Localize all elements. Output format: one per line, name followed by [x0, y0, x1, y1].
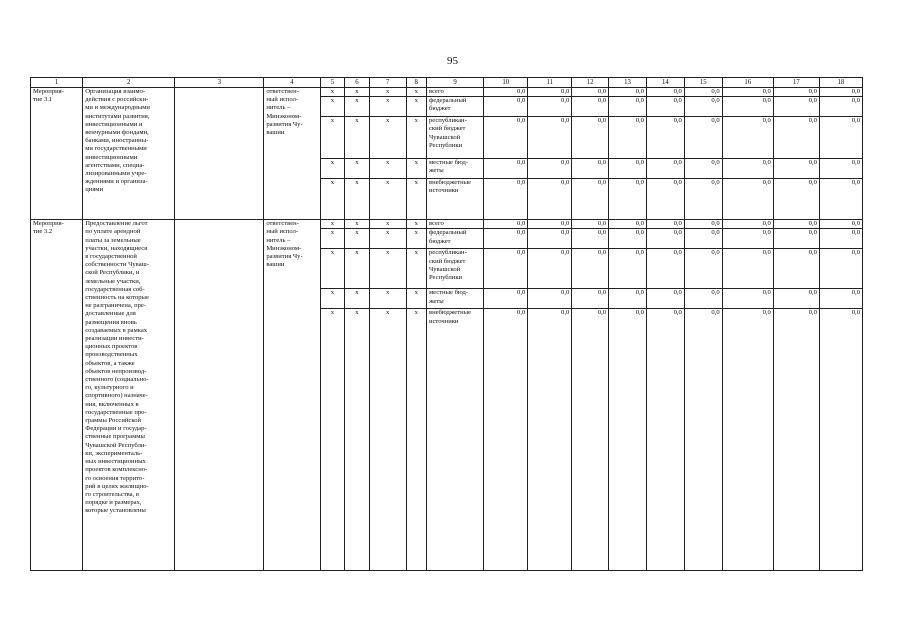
amount-cell: 0,0	[572, 179, 609, 220]
amount-cell: 0,0	[484, 179, 528, 220]
x-mark-cell: x	[345, 229, 370, 249]
x-mark-cell: x	[345, 97, 370, 117]
funding-source-cell: внебюджетные источники	[426, 179, 483, 220]
x-mark-cell: x	[369, 159, 406, 179]
funding-source-cell: местные бюд- жеты	[426, 289, 483, 309]
amount-cell: 0,0	[773, 97, 819, 117]
amount-cell: 0,0	[646, 249, 684, 289]
event-code: Мероприя- тие 3.1	[31, 88, 83, 220]
amount-cell: 0,0	[773, 117, 819, 159]
x-mark-cell: x	[369, 179, 406, 220]
event-description: Организация взаимо- действия с российски- ми и международными институтами развития, инвестиционными и венчурными фондами, банками, иностранны- ми государственными инвестиционными агентствами, специа- лизированными учре- ждениями и организа- циями	[83, 88, 175, 220]
header-cell-16: 16	[722, 78, 773, 88]
funding-source-cell: республикан- ский бюджет Чувашской Республики	[426, 117, 483, 159]
funding-source-cell: республикан- ский бюджет Чувашской Республики	[426, 249, 483, 289]
x-mark-cell: x	[406, 220, 426, 229]
x-mark-cell: x	[345, 117, 370, 159]
funding-source-cell: внебюджетные источники	[426, 309, 483, 571]
amount-cell: 0,0	[773, 229, 819, 249]
event-col-3	[175, 220, 264, 571]
header-cell-9: 9	[426, 78, 483, 88]
amount-cell: 0,0	[722, 88, 773, 97]
table-row	[31, 220, 863, 229]
amount-cell: 0,0	[609, 179, 647, 220]
amount-cell: 0,0	[773, 88, 819, 97]
amount-cell: 0,0	[572, 97, 609, 117]
amount-cell: 0,0	[646, 117, 684, 159]
header-cell-1: 1	[31, 78, 83, 88]
header-cell-2: 2	[83, 78, 175, 88]
amount-cell: 0,0	[684, 97, 722, 117]
header-cell-11: 11	[528, 78, 572, 88]
x-mark-cell: x	[320, 289, 345, 309]
x-mark-cell: x	[406, 289, 426, 309]
amount-cell: 0,0	[819, 289, 862, 309]
amount-cell: 0,0	[773, 289, 819, 309]
amount-cell: 0,0	[572, 220, 609, 229]
amount-cell: 0,0	[819, 179, 862, 220]
amount-cell: 0,0	[528, 117, 572, 159]
x-mark-cell: x	[406, 88, 426, 97]
x-mark-cell: x	[369, 249, 406, 289]
x-mark-cell: x	[406, 97, 426, 117]
amount-cell: 0,0	[684, 179, 722, 220]
amount-cell: 0,0	[484, 289, 528, 309]
amount-cell: 0,0	[773, 159, 819, 179]
event-executor: ответствен- ный испол- нитель – Минэконом- развития Чу- вашии	[264, 88, 320, 220]
x-mark-cell: x	[345, 88, 370, 97]
header-row	[31, 78, 863, 88]
amount-cell: 0,0	[484, 220, 528, 229]
header-cell-8: 8	[406, 78, 426, 88]
amount-cell: 0,0	[528, 220, 572, 229]
header-cell-14: 14	[646, 78, 684, 88]
x-mark-cell: x	[406, 159, 426, 179]
x-mark-cell: x	[320, 309, 345, 571]
amount-cell: 0,0	[684, 309, 722, 571]
amount-cell: 0,0	[646, 159, 684, 179]
header-cell-6: 6	[345, 78, 370, 88]
page-number: 95	[447, 55, 458, 67]
x-mark-cell: x	[369, 88, 406, 97]
amount-cell: 0,0	[773, 309, 819, 571]
header-cell-4: 4	[264, 78, 320, 88]
amount-cell: 0,0	[722, 309, 773, 571]
x-mark-cell: x	[320, 229, 345, 249]
x-mark-cell: x	[345, 220, 370, 229]
amount-cell: 0,0	[684, 249, 722, 289]
amount-cell: 0,0	[609, 220, 647, 229]
x-mark-cell: x	[345, 159, 370, 179]
amount-cell: 0,0	[484, 229, 528, 249]
amount-cell: 0,0	[609, 97, 647, 117]
amount-cell: 0,0	[722, 179, 773, 220]
x-mark-cell: x	[369, 289, 406, 309]
x-mark-cell: x	[406, 229, 426, 249]
amount-cell: 0,0	[528, 309, 572, 571]
amount-cell: 0,0	[484, 97, 528, 117]
x-mark-cell: x	[345, 309, 370, 571]
amount-cell: 0,0	[484, 309, 528, 571]
amount-cell: 0,0	[646, 309, 684, 571]
amount-cell: 0,0	[572, 88, 609, 97]
x-mark-cell: x	[406, 309, 426, 571]
x-mark-cell: x	[406, 179, 426, 220]
amount-cell: 0,0	[609, 117, 647, 159]
amount-cell: 0,0	[484, 88, 528, 97]
amount-cell: 0,0	[528, 88, 572, 97]
amount-cell: 0,0	[646, 179, 684, 220]
x-mark-cell: x	[369, 97, 406, 117]
amount-cell: 0,0	[819, 117, 862, 159]
amount-cell: 0,0	[773, 249, 819, 289]
x-mark-cell: x	[320, 249, 345, 289]
amount-cell: 0,0	[484, 249, 528, 289]
event-description: Предоставление льгот по уплате арендной платы за земельные участки, находящиеся в государственной собственности Чуваш- ской Республики, и земельные участки, государственная соб- ственность на которые не разграничена, пре- доставленные для размещения вновь создаваемых в рамках реализации инвести- ционных проектов производственных объектов, а также объектов непроизвод- ственного (социально- го, культурного и спортивного) назначе- ния, включенных в государственные про- граммы Российской Федерации и государ- ственные программы Чувашской Республи- ки, эксперименталь- ных инвестиционных проектов комплексно- го освоения террито- рий в целях жилищно- го строительства, в порядке и размерах, которые установлены	[83, 220, 175, 571]
funding-source-cell: федеральный бюджет	[426, 97, 483, 117]
amount-cell: 0,0	[572, 249, 609, 289]
header-cell-13: 13	[609, 78, 647, 88]
amount-cell: 0,0	[722, 159, 773, 179]
amount-cell: 0,0	[572, 309, 609, 571]
amount-cell: 0,0	[609, 289, 647, 309]
amount-cell: 0,0	[609, 159, 647, 179]
amount-cell: 0,0	[528, 159, 572, 179]
amount-cell: 0,0	[609, 309, 647, 571]
amount-cell: 0,0	[484, 117, 528, 159]
amount-cell: 0,0	[684, 117, 722, 159]
amount-cell: 0,0	[528, 97, 572, 117]
header-cell-15: 15	[684, 78, 722, 88]
amount-cell: 0,0	[722, 117, 773, 159]
amount-cell: 0,0	[646, 220, 684, 229]
header-cell-5: 5	[320, 78, 345, 88]
amount-cell: 0,0	[773, 179, 819, 220]
amount-cell: 0,0	[684, 220, 722, 229]
budget-table	[30, 77, 863, 571]
funding-source-cell: федеральный бюджет	[426, 229, 483, 249]
amount-cell: 0,0	[722, 220, 773, 229]
amount-cell: 0,0	[684, 159, 722, 179]
header-cell-10: 10	[484, 78, 528, 88]
header-cell-18: 18	[819, 78, 862, 88]
funding-source-cell: всего	[426, 88, 483, 97]
amount-cell: 0,0	[646, 229, 684, 249]
x-mark-cell: x	[345, 289, 370, 309]
amount-cell: 0,0	[609, 88, 647, 97]
amount-cell: 0,0	[722, 249, 773, 289]
amount-cell: 0,0	[646, 88, 684, 97]
amount-cell: 0,0	[722, 97, 773, 117]
header-cell-7: 7	[369, 78, 406, 88]
amount-cell: 0,0	[819, 249, 862, 289]
x-mark-cell: x	[320, 220, 345, 229]
x-mark-cell: x	[369, 117, 406, 159]
amount-cell: 0,0	[819, 229, 862, 249]
amount-cell: 0,0	[528, 229, 572, 249]
amount-cell: 0,0	[528, 249, 572, 289]
amount-cell: 0,0	[819, 97, 862, 117]
amount-cell: 0,0	[572, 289, 609, 309]
header-cell-3: 3	[175, 78, 264, 88]
amount-cell: 0,0	[646, 97, 684, 117]
x-mark-cell: x	[320, 159, 345, 179]
header-cell-12: 12	[572, 78, 609, 88]
amount-cell: 0,0	[609, 249, 647, 289]
x-mark-cell: x	[369, 220, 406, 229]
x-mark-cell: x	[345, 249, 370, 289]
x-mark-cell: x	[320, 88, 345, 97]
amount-cell: 0,0	[572, 229, 609, 249]
x-mark-cell: x	[369, 229, 406, 249]
amount-cell: 0,0	[819, 220, 862, 229]
amount-cell: 0,0	[572, 159, 609, 179]
x-mark-cell: x	[345, 179, 370, 220]
header-cell-17: 17	[773, 78, 819, 88]
amount-cell: 0,0	[684, 289, 722, 309]
amount-cell: 0,0	[609, 229, 647, 249]
amount-cell: 0,0	[819, 309, 862, 571]
x-mark-cell: x	[320, 117, 345, 159]
x-mark-cell: x	[369, 309, 406, 571]
amount-cell: 0,0	[684, 229, 722, 249]
amount-cell: 0,0	[572, 117, 609, 159]
x-mark-cell: x	[406, 117, 426, 159]
amount-cell: 0,0	[528, 179, 572, 220]
x-mark-cell: x	[406, 249, 426, 289]
amount-cell: 0,0	[684, 88, 722, 97]
event-col-3	[175, 88, 264, 220]
amount-cell: 0,0	[484, 159, 528, 179]
table-row	[31, 88, 863, 97]
amount-cell: 0,0	[722, 289, 773, 309]
funding-source-cell: местные бюд- жеты	[426, 159, 483, 179]
amount-cell: 0,0	[819, 159, 862, 179]
event-code: Мероприя- тие 3.2	[31, 220, 83, 571]
x-mark-cell: x	[320, 97, 345, 117]
x-mark-cell: x	[320, 179, 345, 220]
amount-cell: 0,0	[528, 289, 572, 309]
amount-cell: 0,0	[722, 229, 773, 249]
event-executor: ответствен- ный испол- нитель – Минэконом- развития Чу- вашии	[264, 220, 320, 571]
amount-cell: 0,0	[819, 88, 862, 97]
amount-cell: 0,0	[646, 289, 684, 309]
funding-source-cell: всего	[426, 220, 483, 229]
amount-cell: 0,0	[773, 220, 819, 229]
